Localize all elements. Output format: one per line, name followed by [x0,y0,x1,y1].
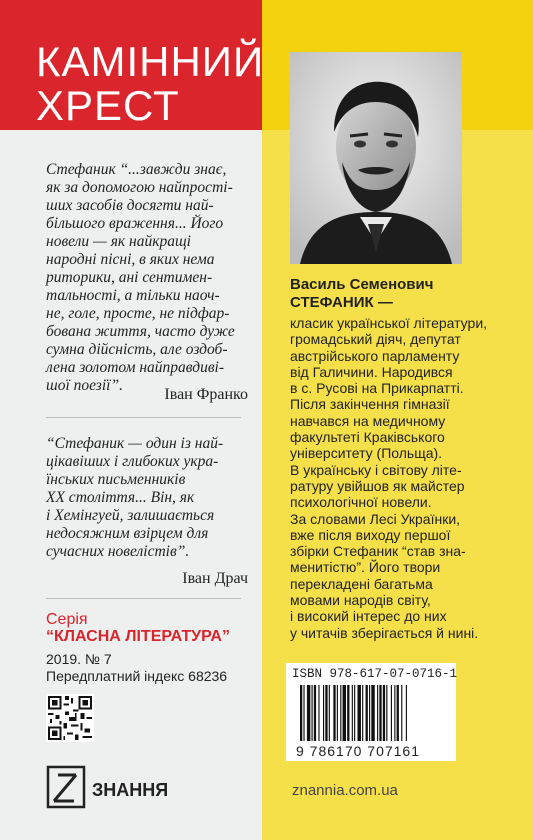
divider [46,598,241,599]
bio-line: університету (Польща). [290,445,443,462]
bio-line: За словами Лесі Українки, [290,510,461,527]
bio-line: класик української літератури, [290,315,488,331]
bio-line: ратуру увійшов як майстер [290,477,465,494]
website-link[interactable]: znannia.com.ua [292,782,398,799]
quote-line: шої поезії”. [46,377,123,394]
author-portrait [290,52,462,264]
quote-line: їнських письменників [46,471,186,488]
quote-line: недосяжним взірцем для [46,525,209,542]
quote-line: і Хемінгуей, залишається [46,507,215,524]
qr-code-icon [46,694,94,742]
quote-line: ХХ століття... Він, як [46,489,195,506]
quote-author-drach: Іван Драч [182,570,248,587]
quote-line: риторики, ані сентимен- [46,269,213,286]
bio-line: австрійського парламенту [290,347,460,364]
quote-line: більшого враження... Його [46,215,224,232]
book-title [36,40,264,128]
bio-line: і високий інтерес до них [290,608,447,625]
barcode-bars-icon [300,685,442,741]
quote-line: “Стефаник — один із най- [46,435,224,452]
quote-line: народні пісні, в яких нема [46,251,215,268]
quote-line: як за допомогою найпрості- [46,179,233,196]
quote-franko [46,161,235,395]
bio-line: навчався на медичному [290,412,446,429]
quote-author-franko: Іван Франко [164,386,248,403]
bio-line: Після закінчення гімназії [290,396,450,413]
quote-line: тальності, а тільки наоч- [46,287,220,304]
bio-line: менитістю”. Його твори [290,559,441,576]
bio-line: громадський діяч, депутат [290,331,461,348]
bio-line: збірки Стефаник “став зна- [290,543,466,560]
quote-line: не, голе, просте, не підфар- [46,305,230,322]
quote-line: лена золотом найправдиві- [46,359,225,376]
quote-line: бована життя, часто дуже [46,323,235,340]
title-line-2: ХРЕСТ [36,82,180,129]
bio-line: В українську і світову літе- [290,461,462,478]
series-name: “КЛАСНА ЛІТЕРАТУРА” [46,628,230,645]
series-label: Серія [46,611,88,628]
isbn: ISBN 978-617-07-0716-1 [292,667,458,681]
bio-line: перекладені багатьма [290,575,433,592]
quote-line: сумна дійсність, але оздоб- [46,341,228,358]
barcode-number: 9 786170 707161 [296,743,420,759]
bio-text [290,315,487,641]
quote-line: новели — як найкращі [46,233,191,250]
bio-line: від Галичини. Народився [290,363,453,380]
quote-line: сучасних новелістів”. [46,543,190,560]
quote-line: цікавіших і глибоких укра- [46,453,219,470]
bio-line: психологічної новели. [290,494,432,511]
bio-line: факультеті Краківського [290,429,445,446]
bio-name-line: Василь Семенович [290,276,434,293]
divider [46,417,241,418]
quote-line: ших засобів досягти най- [46,197,214,214]
bio-line: у читачів зберігається й нині. [290,624,479,641]
subscription-index: Передплатний індекс 68236 [46,668,228,684]
bio-name-line: СТЕФАНИК — [290,294,393,311]
title-line-1: КАМІННИЙ [36,38,265,85]
issue-number: 2019. № 7 [46,651,112,667]
barcode-block [286,663,456,761]
publisher-name: ЗНАННЯ [92,780,169,800]
bio-line: в с. Русові на Прикарпатті. [290,380,464,397]
bio-line: вже після виходу першої [290,526,451,543]
quote-drach [46,435,223,561]
publisher-logo-icon [46,765,86,809]
bio-line: мовами народів світу, [290,592,431,609]
quote-line: Стефаник “...завжди знає, [46,161,227,178]
bio-name [290,276,433,312]
